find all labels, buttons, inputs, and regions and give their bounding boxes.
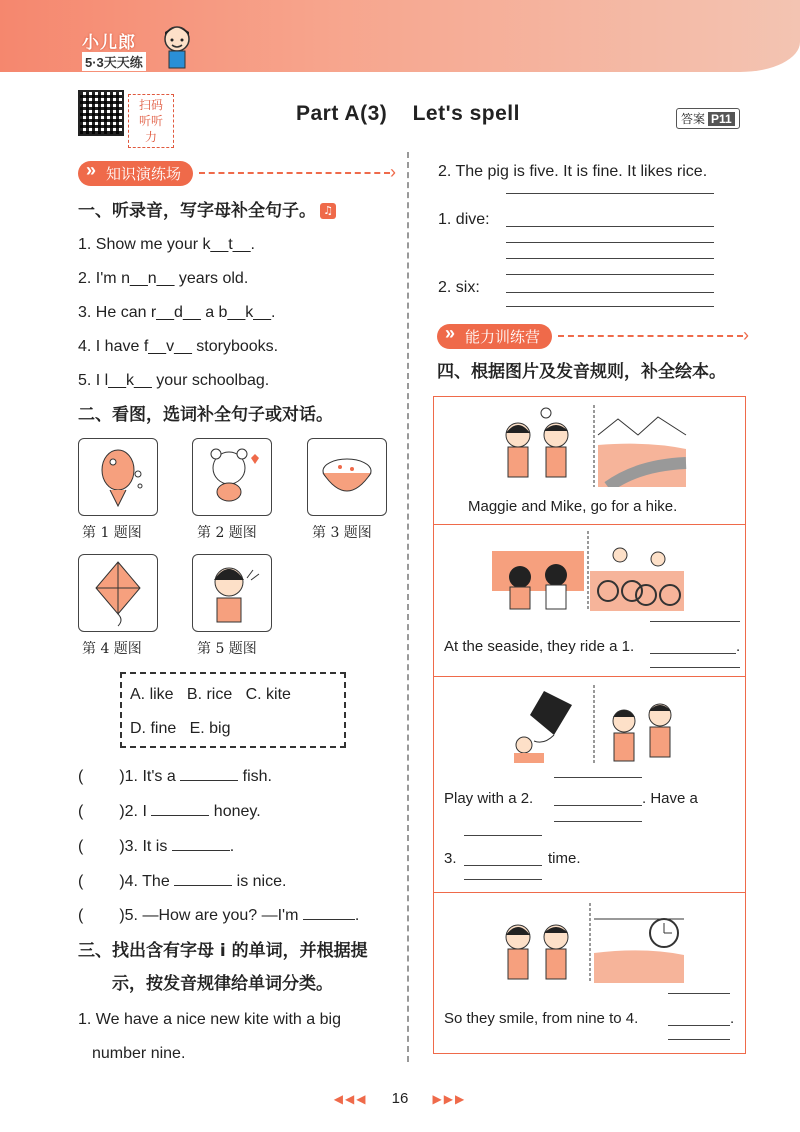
- mascot-icon: [160, 24, 194, 70]
- answer-line[interactable]: [650, 653, 736, 654]
- kite-picture: [78, 554, 158, 632]
- answer-reference: 答案 P11: [676, 108, 740, 129]
- picture-caption: 第 3 题图: [312, 525, 372, 541]
- q2-item: ( )3. It is .: [78, 838, 235, 855]
- q1-item: 4. I have f__v__ storybooks.: [78, 338, 279, 355]
- q3-heading: 三、找出含有字母 i 的单词，并根据提: [78, 941, 368, 961]
- picture-caption: 第 5 题图: [197, 641, 257, 657]
- q2-item: ( )4. The is nice.: [78, 873, 287, 890]
- answer-line[interactable]: [668, 1025, 730, 1026]
- answer-line[interactable]: [506, 292, 714, 293]
- qr-code-icon[interactable]: [78, 90, 124, 136]
- kids-riding-bikes-illustration: [490, 531, 686, 611]
- answer-line[interactable]: [506, 226, 714, 227]
- story-panel-1: [434, 397, 745, 525]
- story-text: At the seaside, they ride a 1.: [444, 638, 635, 655]
- answer-line[interactable]: [464, 865, 542, 866]
- q1-item: 5. I l__k__ your schoolbag.: [78, 372, 270, 389]
- girl-picture: [192, 554, 272, 632]
- scan-to-listen-label: 扫码 听听力: [128, 94, 174, 148]
- story-text: . Have a: [642, 790, 698, 807]
- bear-picture: [192, 438, 272, 516]
- girl-waving-icon: [199, 558, 265, 628]
- kite-icon: [88, 558, 148, 628]
- prev-arrows-icon: ◀◀◀: [333, 1092, 368, 1106]
- headphones-icon[interactable]: ♫: [320, 203, 336, 219]
- kids-with-kite-illustration: [494, 685, 684, 765]
- section-tag-label: » 能力训练营: [437, 324, 552, 349]
- answer-blank[interactable]: [151, 802, 209, 816]
- picture-caption: 第 1 题图: [82, 525, 142, 541]
- section-tag-knowledge: [78, 160, 390, 186]
- picture-caption: 第 4 题图: [82, 641, 142, 657]
- story-text: Maggie and Mike, go for a hike.: [468, 498, 678, 515]
- q1-item: 1. Show me your k__t__.: [78, 236, 255, 253]
- answer-line[interactable]: [554, 805, 642, 806]
- word-options-row: D. fine E. big: [130, 720, 231, 737]
- q3-sentence: 1. We have a nice new kite with a big: [78, 1011, 341, 1028]
- answer-blank[interactable]: [172, 837, 230, 851]
- category-label: 1. dive:: [438, 211, 490, 228]
- kids-and-river-illustration: [498, 405, 690, 487]
- story-panel-2: At the seaside, they ride a 1. .: [434, 525, 745, 677]
- q3-heading-cont: 示，按发音规律给单词分类。: [112, 974, 333, 994]
- column-divider: [407, 152, 409, 1062]
- q2-heading: 二、看图，选词补全句子或对话。: [78, 405, 333, 425]
- story-panel-4: So they smile, from nine to 4. .: [434, 893, 745, 1055]
- story-text: So they smile, from nine to 4.: [444, 1010, 639, 1027]
- kids-smiling-clock-illustration: [494, 903, 688, 983]
- series-name: 5·3天天练: [82, 52, 146, 71]
- story-text: time.: [548, 850, 581, 867]
- q2-item: ( )5. —How are you? —I'm .: [78, 907, 360, 924]
- answer-blank[interactable]: [180, 767, 238, 781]
- q3-sentence: 2. The pig is five. It is fine. It likes rice.: [438, 163, 708, 180]
- brand-logo: 小儿郎: [82, 33, 136, 52]
- page-number: 16: [391, 1090, 409, 1107]
- answer-blank[interactable]: [303, 906, 355, 920]
- rice-bowl-icon: [314, 447, 380, 507]
- q2-item: ( )2. I honey.: [78, 803, 261, 820]
- picture-book: [433, 396, 746, 1054]
- section-tag-label: » 知识演练场: [78, 161, 193, 186]
- next-arrows-icon: ▶▶▶: [432, 1092, 467, 1106]
- word-options-row: A. like B. rice C. kite: [130, 686, 291, 703]
- story-text: Play with a 2.: [444, 790, 534, 807]
- story-panel-3: [434, 677, 745, 893]
- q2-item: ( )1. It's a fish.: [78, 768, 272, 785]
- q1-item: 3. He can r__d__ a b__k__.: [78, 304, 276, 321]
- answer-blank[interactable]: [174, 872, 232, 886]
- page-footer: [0, 1090, 800, 1107]
- fish-picture: [78, 438, 158, 516]
- page-title: Part A(3) Let's spell: [296, 102, 520, 125]
- q1-item: 2. I'm n__n__ years old.: [78, 270, 249, 287]
- picture-caption: 第 2 题图: [197, 525, 257, 541]
- q1-heading: 一、听录音，写字母补全句子。 ♫: [78, 201, 336, 221]
- story-text: 3.: [444, 850, 457, 867]
- section-tag-ability: [437, 323, 743, 349]
- bear-with-honey-icon: [199, 444, 265, 510]
- category-label: 2. six:: [438, 279, 480, 296]
- rice-picture: [307, 438, 387, 516]
- q4-heading: 四、根据图片及发音规则，补全绘本。: [437, 362, 726, 382]
- fish-icon: [88, 444, 148, 510]
- q3-sentence: number nine.: [92, 1045, 186, 1062]
